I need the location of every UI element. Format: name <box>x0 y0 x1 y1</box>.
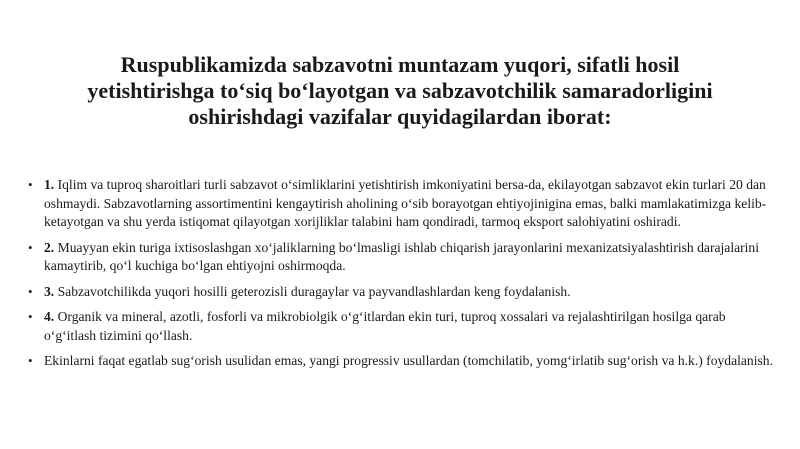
item-number: 3. <box>44 283 55 299</box>
title-line-3: oshirishdagi vazifalar quyidagilardan iborat: <box>188 104 612 129</box>
bullet-icon: • <box>28 283 33 299</box>
item-number: 2. <box>44 239 55 255</box>
list-item <box>28 352 780 371</box>
title-line-1: Ruspublikamizda sabzavotni muntazam yuqori, sifatli hosil <box>120 52 680 77</box>
slide-title <box>30 52 770 130</box>
item-text: Iqlim va tuproq sharoitlari turli sabzavot o‘simliklarini yetishtirish imkoniyatini bersa-da, ekilayotgan sabzavot ekin turlari 20 dan oshmaydi. Sabzavotlarning assortimentini kengaytirish aholining o‘sib borayotgan ehtiyojinigina emas, balki mamlakatimizga kelib-ketayotgan va shu yerda istiqomat qilayotgan xorijliklar talabini ham qondiradi, tarmoq eksport salohiyatini oshiradi. <box>44 177 767 229</box>
item-number: 1. <box>44 177 55 192</box>
bullet-list <box>28 176 780 378</box>
list-item <box>28 239 780 276</box>
item-text: Sabzavotchilikda yuqori hosilli geterozisli duragaylar va payvandlashlardan keng foydalanish. <box>54 283 571 299</box>
bullet-icon: • <box>28 353 33 368</box>
item-text: Muayyan ekin turiga ixtisoslashgan xo‘jaliklarning bo‘lmasligi ishlab chiqarish jarayonlarini mexanizatsiyalashtirish darajalarini kamaytirib, qo‘l kuchiga bo‘lgan ehtiyojni oshirmoqda. <box>44 239 760 273</box>
item-text: Ekinlarni faqat egatlab sug‘orish usulidan emas, yangi progressiv usullardan (tomchilatib, yomg‘irlatib sug‘orish va h.k.) foydalanish. <box>44 353 773 368</box>
list-item <box>28 308 780 345</box>
item-number: 4. <box>44 309 55 324</box>
list-item <box>28 283 780 302</box>
title-line-2: yetishtirishga to‘siq bo‘layotgan va sabzavotchilik samaradorligini <box>87 78 713 103</box>
list-item <box>28 176 780 232</box>
bullet-icon: • <box>28 177 33 192</box>
bullet-icon: • <box>28 309 33 324</box>
bullet-icon: • <box>28 239 33 255</box>
item-text: Organik va mineral, azotli, fosforli va mikrobiolgik o‘g‘itlardan ekin turi, tuproq xossalari va rejalashtirilgan hosilga qarab o‘g‘itlash tizimini qo‘llash. <box>44 309 726 343</box>
